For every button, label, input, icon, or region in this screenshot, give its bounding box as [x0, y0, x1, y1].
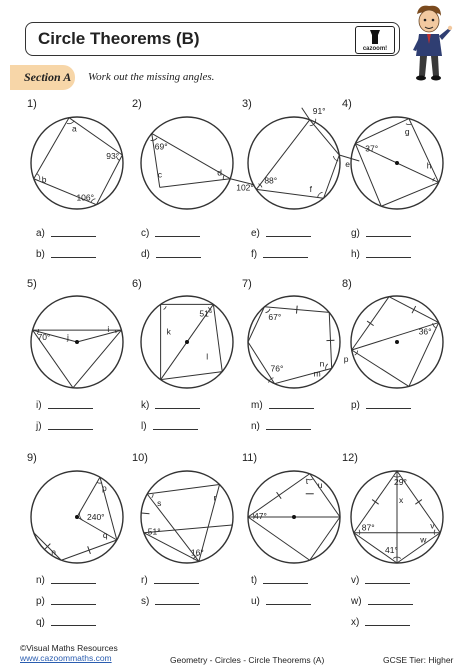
- angle-label: 70°: [37, 332, 51, 343]
- answer-letter: j): [36, 421, 42, 432]
- angle-arc: [326, 364, 328, 370]
- chord-line: [147, 484, 219, 494]
- answer-letter: d): [141, 249, 150, 260]
- answer-row: [36, 596, 96, 607]
- angle-label: b: [41, 174, 47, 185]
- answer-row: [141, 596, 200, 607]
- chord-line: [248, 307, 264, 342]
- angle-label: 51°: [199, 308, 213, 319]
- answer-letter: q): [36, 617, 45, 628]
- answer-line[interactable]: [48, 429, 93, 430]
- answer-row: [251, 249, 308, 260]
- answer-line[interactable]: [263, 257, 308, 258]
- angle-label: q: [102, 530, 108, 540]
- equal-tick: [296, 306, 297, 314]
- answer-letter: k): [141, 400, 150, 411]
- answer-letter: a): [36, 228, 45, 239]
- angle-label: a: [72, 123, 77, 134]
- answer-row: [36, 421, 93, 432]
- answer-row: [251, 596, 311, 607]
- angle-label: f: [309, 184, 312, 195]
- answer-row: [141, 249, 201, 260]
- answer-letter: h): [351, 249, 360, 260]
- angle-label: 41°: [385, 545, 398, 555]
- footer-copyright-block: [20, 643, 118, 663]
- question-number: 3): [242, 98, 252, 110]
- question-number: 5): [27, 278, 37, 290]
- equal-tick: [277, 492, 282, 499]
- question-number: 8): [342, 278, 352, 290]
- answer-letter: n): [36, 575, 45, 586]
- answer-row: [251, 421, 311, 432]
- answer-letter: m): [251, 400, 263, 411]
- equal-tick: [415, 500, 422, 505]
- angle-label: 102°: [236, 182, 254, 193]
- angle-label: 76°: [270, 363, 284, 374]
- angle-label: i: [107, 324, 110, 335]
- answer-letter: i): [36, 400, 42, 411]
- circle: [141, 117, 233, 209]
- answer-line[interactable]: [51, 604, 96, 605]
- answer-row: [251, 575, 308, 586]
- angle-arc: [152, 494, 153, 498]
- chord-line: [73, 330, 121, 388]
- answer-letter: v): [351, 575, 360, 586]
- answer-line[interactable]: [366, 257, 411, 258]
- answer-row: [251, 400, 314, 411]
- chord-line: [256, 189, 323, 198]
- angle-label: t: [305, 475, 309, 486]
- angle-arc: [406, 124, 411, 125]
- centre-point: [185, 340, 189, 344]
- chord-line: [161, 372, 223, 380]
- centre-point: [75, 515, 79, 519]
- angle-arc: [164, 306, 167, 309]
- answer-row: [351, 228, 411, 239]
- answer-line[interactable]: [155, 408, 200, 409]
- angle-arc: [151, 138, 158, 141]
- answer-letter: c): [141, 228, 150, 239]
- question-number: 1): [27, 98, 37, 110]
- angle-label: j: [67, 332, 69, 342]
- angle-label: u: [317, 479, 323, 490]
- angle-label: k: [166, 326, 171, 337]
- question-number: 7): [242, 278, 252, 290]
- angle-label: 51°: [147, 526, 161, 537]
- answer-row: [141, 421, 198, 432]
- angle-arc: [318, 192, 323, 197]
- answer-letter: p): [36, 596, 45, 607]
- centre-point: [395, 161, 399, 165]
- chord-line: [96, 155, 122, 205]
- answer-line[interactable]: [154, 583, 199, 584]
- equal-tick: [372, 500, 379, 505]
- question-number: 10): [132, 452, 148, 464]
- equal-tick: [367, 321, 374, 326]
- answer-letter: f): [251, 249, 258, 260]
- angle-label: 240°: [87, 512, 105, 522]
- answer-line[interactable]: [266, 604, 311, 605]
- answer-row: [141, 400, 200, 411]
- answer-line[interactable]: [266, 429, 311, 430]
- answer-line[interactable]: [48, 408, 93, 409]
- angle-label: 67°: [268, 311, 282, 322]
- angle-label: 87°: [361, 522, 375, 533]
- answer-row: [141, 228, 200, 239]
- instructions: Work out the missing angles.: [88, 71, 215, 83]
- chord-line: [352, 350, 409, 386]
- answer-letter: t): [251, 575, 258, 586]
- angle-label: d: [217, 167, 222, 178]
- answer-row: [36, 575, 96, 586]
- angle-label: c: [157, 169, 163, 180]
- centre-point: [395, 340, 399, 344]
- angle-label: x: [399, 495, 404, 505]
- answer-row: [351, 596, 413, 607]
- angle-label: m: [313, 368, 321, 379]
- chord-line: [34, 118, 69, 179]
- answer-letter: p): [351, 400, 360, 411]
- answer-letter: r): [141, 575, 148, 586]
- angle-label: 106°: [76, 192, 95, 203]
- question-number: 4): [342, 98, 352, 110]
- chord-line: [77, 330, 121, 342]
- chord-line: [160, 179, 230, 188]
- answer-line[interactable]: [51, 257, 96, 258]
- angle-arc: [37, 174, 40, 180]
- answer-line[interactable]: [366, 236, 411, 237]
- angle-label: r: [213, 492, 217, 503]
- answer-letter: g): [351, 228, 360, 239]
- angle-label: v: [430, 520, 435, 531]
- angle-label: p: [343, 353, 349, 364]
- answer-letter: b): [36, 249, 45, 260]
- angle-arc: [308, 479, 313, 480]
- answer-row: [36, 228, 96, 239]
- answer-line[interactable]: [368, 604, 413, 605]
- answer-letter: u): [251, 596, 260, 607]
- answer-letter: n): [251, 421, 260, 432]
- answer-letter: e): [251, 228, 260, 239]
- answer-row: [351, 249, 411, 260]
- equal-tick: [412, 306, 416, 313]
- answer-line[interactable]: [155, 236, 200, 237]
- answer-line[interactable]: [156, 257, 201, 258]
- angle-label: 36°: [418, 326, 432, 337]
- answer-row: [36, 617, 96, 628]
- angle-label: 37°: [365, 143, 379, 154]
- angle-label: n: [319, 358, 325, 369]
- angle-label: 93°: [106, 151, 120, 162]
- chord-line: [248, 517, 310, 560]
- chord-line: [397, 533, 440, 563]
- answer-row: [36, 249, 96, 260]
- angle-label: g: [404, 126, 410, 137]
- angle-label: e: [345, 159, 351, 170]
- section-label: Section A: [24, 70, 72, 84]
- answer-letter: w): [351, 596, 362, 607]
- chord-line: [324, 155, 340, 198]
- answer-line[interactable]: [263, 583, 308, 584]
- answer-line[interactable]: [51, 625, 96, 626]
- angle-label: 69°: [154, 141, 168, 152]
- chord-line: [310, 517, 340, 560]
- angle-label: p: [102, 483, 107, 494]
- answer-line[interactable]: [366, 408, 411, 409]
- answer-line[interactable]: [365, 583, 410, 584]
- answer-letter: l): [141, 421, 147, 432]
- angle-label: 16°: [190, 547, 204, 558]
- angle-label: h: [426, 160, 432, 171]
- answer-row: [36, 400, 93, 411]
- chord-line: [310, 120, 340, 155]
- answer-line[interactable]: [51, 583, 96, 584]
- answer-line[interactable]: [153, 429, 198, 430]
- angle-label: 47°: [254, 511, 267, 521]
- answer-letter: x): [351, 617, 360, 628]
- circle: [248, 117, 340, 209]
- logo-text: cazoom!: [362, 46, 388, 52]
- question-number: 9): [27, 452, 37, 464]
- angle-label: 29°: [394, 477, 407, 487]
- page-title: Circle Theorems (B): [38, 29, 200, 48]
- footer-level: GCSE Tier: Higher: [383, 655, 454, 665]
- chord-line: [310, 474, 340, 517]
- question-number: 11): [242, 452, 258, 464]
- answer-row: [141, 575, 199, 586]
- centre-point: [75, 340, 79, 344]
- footer-website-link[interactable]: www.cazoommaths.com: [20, 653, 112, 663]
- chord-line: [213, 304, 222, 371]
- question-number: 6): [132, 278, 142, 290]
- angle-label: w: [420, 534, 427, 545]
- answer-row: [351, 400, 411, 411]
- answer-row: [351, 575, 410, 586]
- question-number: 2): [132, 98, 142, 110]
- answer-letter: s): [141, 596, 150, 607]
- answer-line[interactable]: [365, 625, 410, 626]
- answer-row: [351, 617, 410, 628]
- footer-topic: Geometry - Circles - Circle Theorems (A): [170, 655, 325, 665]
- centre-point: [292, 515, 296, 519]
- chord-line: [409, 119, 439, 183]
- angle-label: 88°: [264, 175, 278, 186]
- angle-label: l: [206, 351, 209, 362]
- equal-tick: [141, 513, 149, 514]
- answer-line[interactable]: [155, 604, 200, 605]
- angle-label: n: [51, 547, 57, 558]
- question-number: 12): [342, 452, 358, 464]
- answer-row: [251, 228, 311, 239]
- answer-line[interactable]: [269, 408, 314, 409]
- angle-label: s: [157, 498, 162, 508]
- footer-copyright: ©Visual Maths Resources: [20, 643, 118, 653]
- answer-line[interactable]: [51, 236, 96, 237]
- angle-label: 91°: [312, 105, 326, 116]
- answer-line[interactable]: [266, 236, 311, 237]
